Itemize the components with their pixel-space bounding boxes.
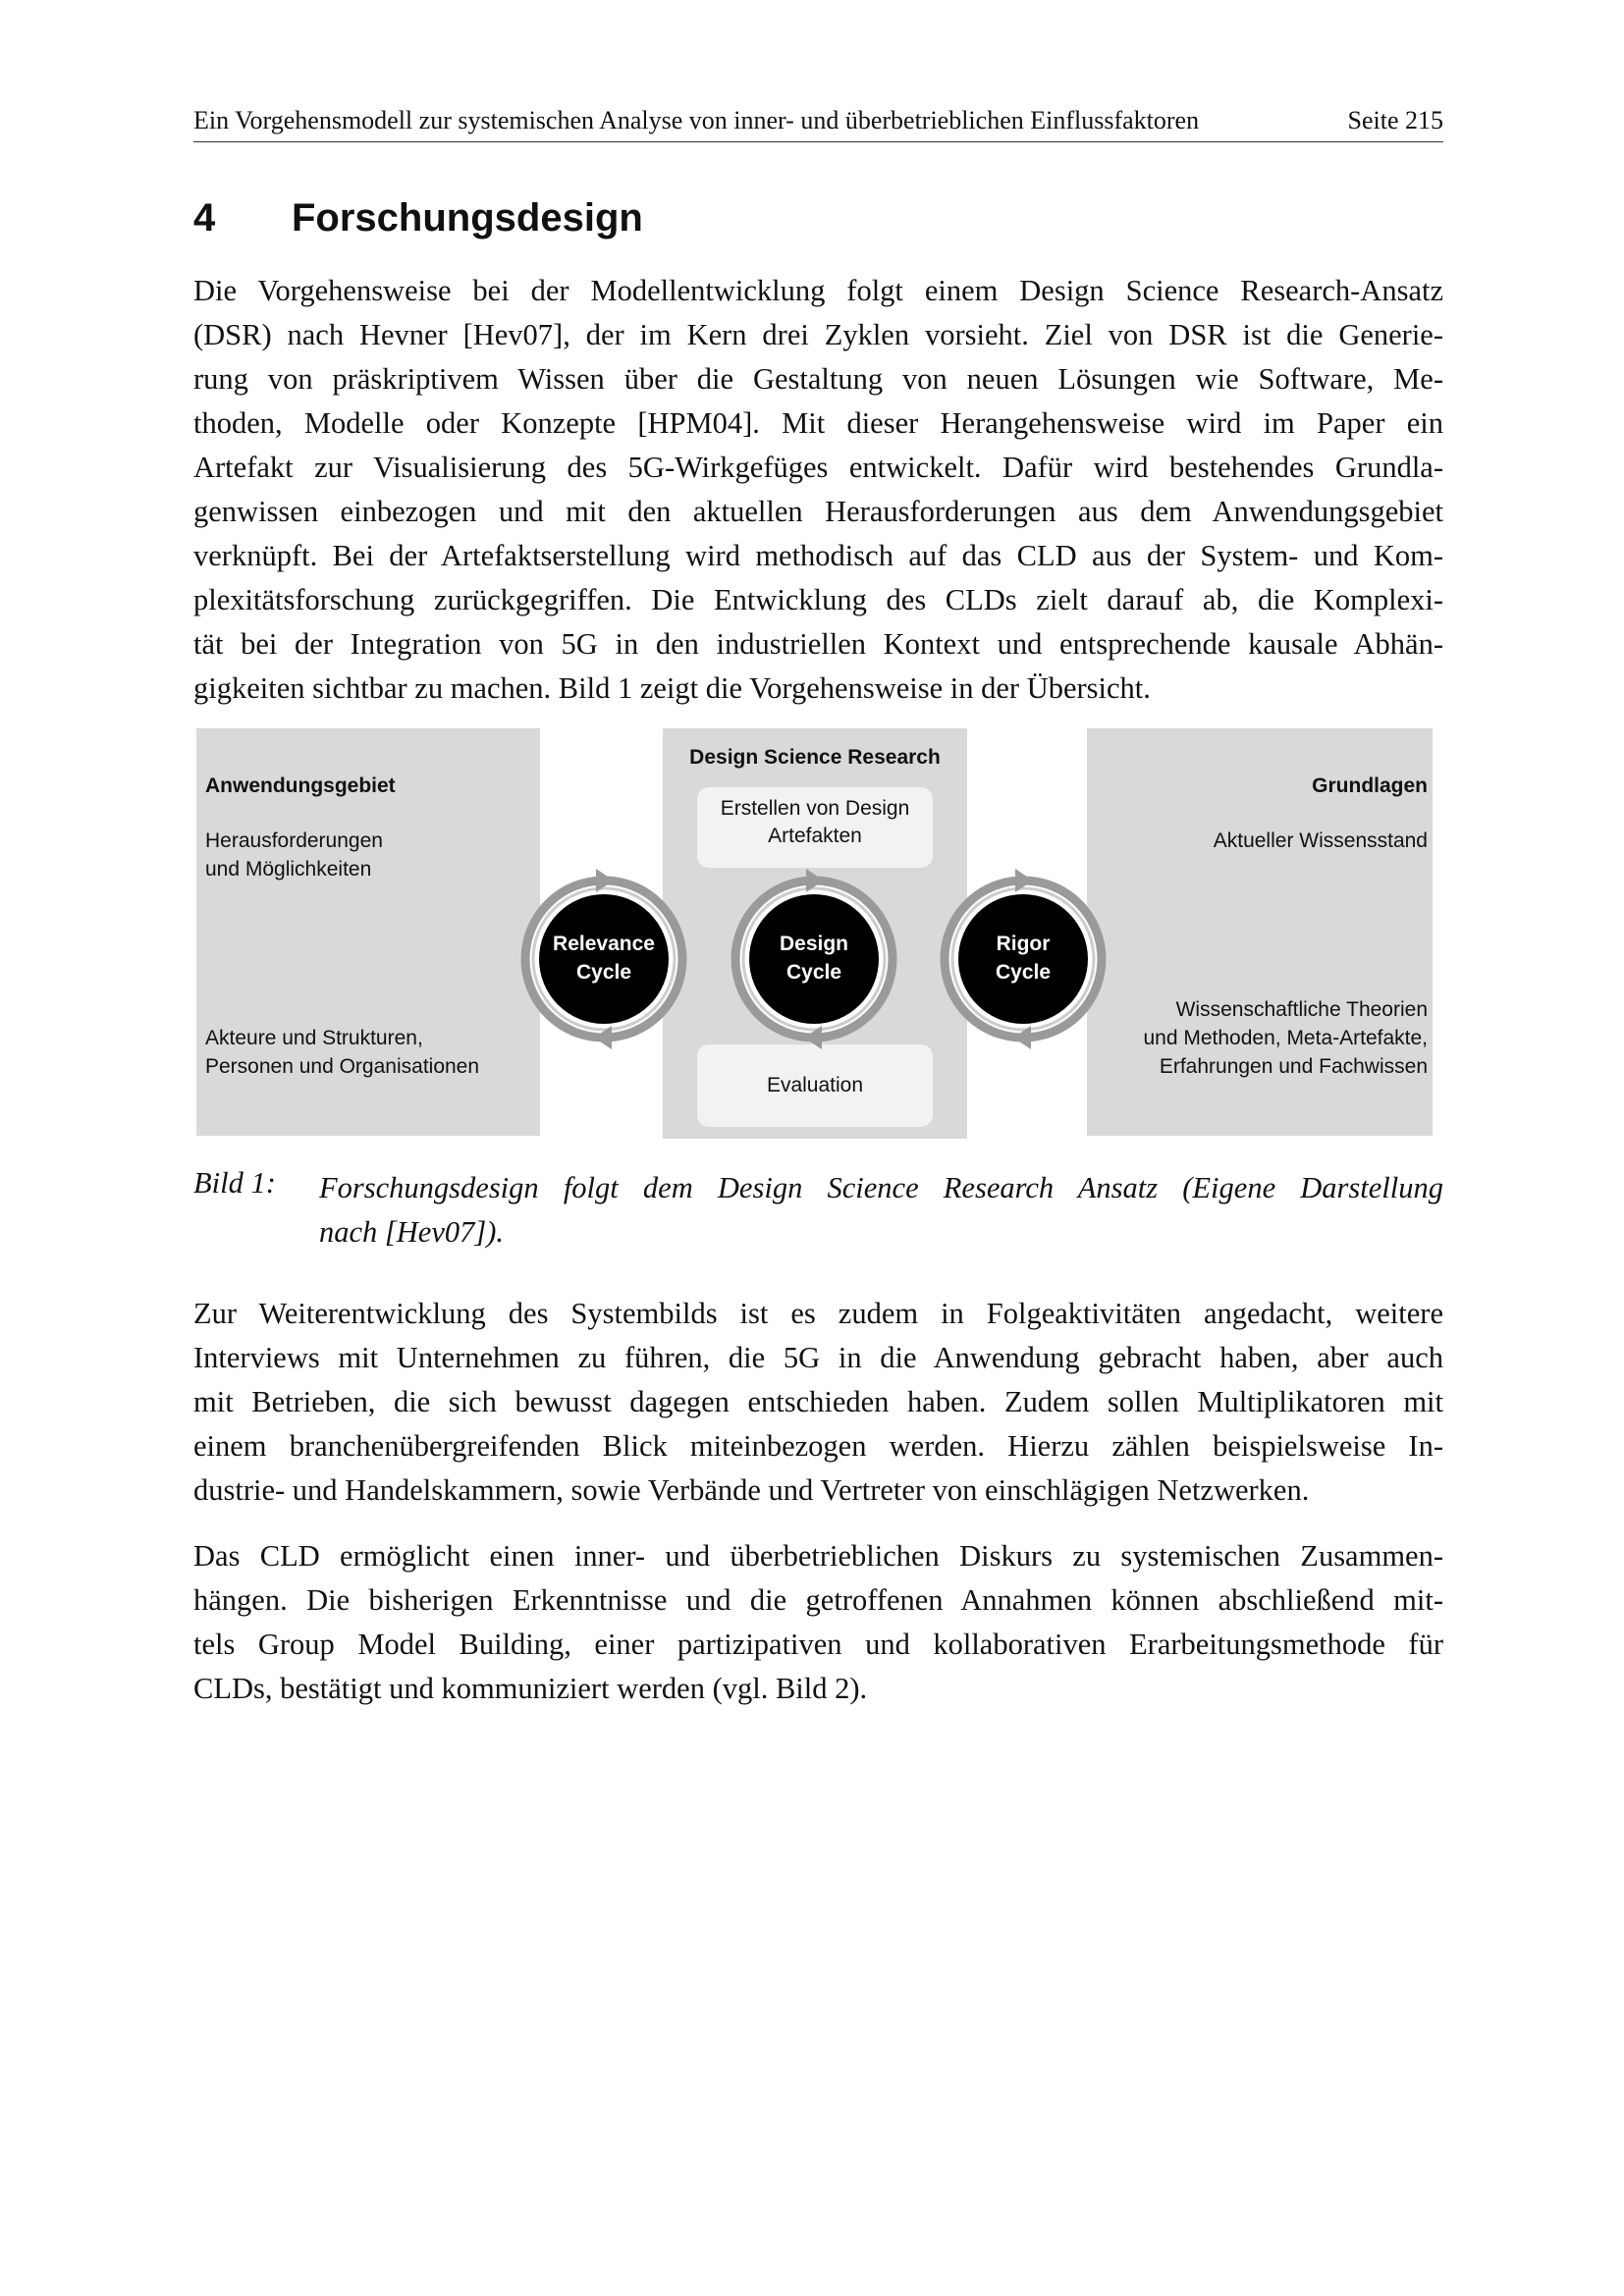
text-line: genwissen einbezogen und mit den aktuellen Herausforderungen aus dem Anwendungsgebiet [193, 495, 1443, 528]
paragraph-3 [193, 1534, 1443, 1711]
text-line: tels Group Model Building, einer partizipativen und kollaborativen Erarbeitungsmethode für [193, 1628, 1443, 1661]
text-line: Artefakt zur Visualisierung des 5G-Wirkgefüges entwickelt. Dafür wird bestehendes Grundla- [193, 451, 1443, 484]
cycle-label-relevance [539, 930, 669, 987]
text-line: Cycle [995, 961, 1052, 984]
right-title: Grundlagen [1312, 774, 1428, 797]
box-evaluation: Evaluation [697, 1044, 933, 1127]
text-line: thoden, Modelle oder Konzepte [HPM04]. Mit dieser Herangehensweise wird im Paper ein [193, 406, 1443, 440]
text-line: rung von präskriptivem Wissen über die Gestaltung von neuen Lösungen wie Software, Me- [193, 362, 1443, 396]
caption-label: Bild 1: [193, 1166, 276, 1200]
text-line: Cycle [785, 961, 842, 984]
text-line: mit Betrieben, die sich bewusst dagegen entschieden haben. Zudem sollen Multiplikatoren mit [193, 1385, 1443, 1418]
text-line: Das CLD ermöglicht einen inner- und überbetrieblichen Diskurs zu systemischen Zusammen- [193, 1539, 1443, 1573]
text-line: Erfahrungen und Fachwissen [1159, 1055, 1428, 1078]
section-title: Forschungsdesign [292, 196, 643, 240]
text-line: und Möglichkeiten [205, 858, 372, 881]
text-line: Die Vorgehensweise bei der Modellentwicklung folgt einem Design Science Research-Ansatz [193, 274, 1443, 307]
figure-caption [193, 1166, 1443, 1255]
section-number: 4 [193, 196, 216, 240]
text-line: und Methoden, Meta-Artefakte, [1143, 1027, 1428, 1049]
text-line: dustrie- und Handelskammern, sowie Verbände und Vertreter von einschlägigen Netzwerken. [193, 1473, 1310, 1507]
caption-line: Forschungsdesign folgt dem Design Science Research Ansatz (Eigene Darstellung [319, 1171, 1443, 1204]
section-heading [193, 196, 643, 240]
text-line: plexitätsforschung zurückgegriffen. Die Entwicklung des CLDs zielt darauf ab, die Komplexi- [193, 583, 1443, 616]
text-line: Artefakten [768, 825, 862, 847]
right-text-1: Aktueller Wissensstand [1213, 829, 1428, 852]
figure-dsr-diagram [193, 726, 1435, 1139]
cycle-label-rigor [958, 930, 1088, 987]
text-line: tät bei der Integration von 5G in den industriellen Kontext und entsprechende kausale Abhän- [193, 627, 1443, 661]
center-title: Design Science Research [689, 746, 941, 769]
cycle-label-design [749, 930, 879, 987]
text-line: Akteure und Strukturen, [205, 1027, 423, 1049]
left-title: Anwendungsgebiet [205, 774, 396, 797]
text-line: verknüpft. Bei der Artefaktserstellung wird methodisch auf das CLD aus der System- und Kom- [193, 539, 1443, 572]
caption-line: nach [Hev07]). [319, 1215, 505, 1249]
header-title: Ein Vorgehensmodell zur systemischen Analyse von inner- und überbetrieblichen Einflussfaktoren [193, 106, 1200, 134]
text-line: Design [779, 933, 848, 955]
text-line: hängen. Die bisherigen Erkenntnisse und die getroffenen Annahmen können abschließend mit- [193, 1583, 1443, 1617]
text-line: Interviews mit Unternehmen zu führen, die 5G in die Anwendung gebracht haben, aber auch [193, 1341, 1443, 1374]
text-line: Cycle [575, 961, 632, 984]
text-line: Erstellen von Design [720, 797, 910, 820]
text-line: einem branchenübergreifenden Blick miteinbezogen werden. Hierzu zählen beispielsweise In- [193, 1429, 1443, 1463]
text-line: Relevance [553, 933, 655, 955]
running-header [193, 106, 1443, 142]
page-number: Seite 215 [1347, 106, 1443, 134]
text-line: (DSR) nach Hevner [Hev07], der im Kern drei Zyklen vorsieht. Ziel von DSR ist die Generie- [193, 318, 1443, 351]
paragraph-1 [193, 269, 1443, 711]
text-line: Herausforderungen [205, 829, 383, 852]
text-line: gigkeiten sichtbar zu machen. Bild 1 zeigt die Vorgehensweise in der Übersicht. [193, 671, 1151, 705]
text-line: CLDs, bestätigt und kommuniziert werden (vgl. Bild 2). [193, 1672, 868, 1705]
text-line: Wissenschaftliche Theorien [1175, 998, 1428, 1021]
text-line: Zur Weiterentwicklung des Systembilds ist es zudem in Folgeaktivitäten angedacht, weitere [193, 1297, 1443, 1330]
paragraph-2 [193, 1292, 1443, 1513]
text-line: Rigor [996, 933, 1051, 955]
text-line: Personen und Organisationen [205, 1055, 480, 1078]
